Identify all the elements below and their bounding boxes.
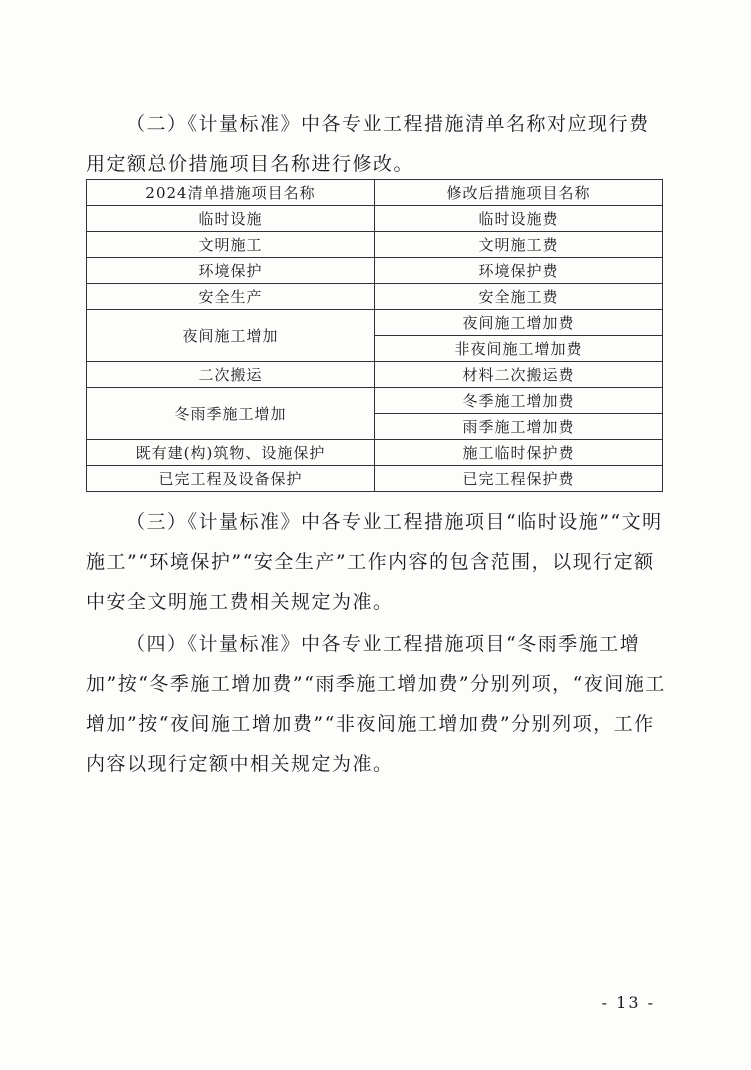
table-cell-revised: 施工临时保护费 xyxy=(375,440,663,466)
table-header-original-name: 2024清单措施项目名称 xyxy=(87,180,375,206)
table-row xyxy=(87,310,663,336)
table-cell-original: 临时设施 xyxy=(87,206,375,232)
page-number: - 13 - xyxy=(601,993,655,1012)
table-cell-revised: 冬季施工增加费 xyxy=(375,388,663,414)
table-cell-revised: 材料二次搬运费 xyxy=(375,362,663,388)
table-cell-original: 环境保护 xyxy=(87,258,375,284)
table-row xyxy=(87,284,663,310)
table-row xyxy=(87,258,663,284)
paragraph-item-2: （二）《计量标准》中各专业工程措施清单名称对应现行费用定额总价措施项目名称进行修改。 xyxy=(86,113,650,175)
table-cell-revised: 安全施工费 xyxy=(375,284,663,310)
table-cell-original: 二次搬运 xyxy=(87,362,375,388)
table-cell-revised: 夜间施工增加费 xyxy=(375,310,663,336)
table-cell-original: 冬雨季施工增加 xyxy=(87,388,375,440)
table-row xyxy=(87,440,663,466)
table-cell-original: 安全生产 xyxy=(87,284,375,310)
table-row xyxy=(87,466,663,492)
table-cell-revised: 临时设施费 xyxy=(375,206,663,232)
table-row xyxy=(87,206,663,232)
table-header-row xyxy=(87,180,663,206)
table-cell-revised: 非夜间施工增加费 xyxy=(375,336,663,362)
table-row xyxy=(87,388,663,414)
table-cell-original: 已完工程及设备保护 xyxy=(87,466,375,492)
paragraph-item-3: （三）《计量标准》中各专业工程措施项目“临时设施”“文明施工”“环境保护”“安全生产”工作内容的包含范围，以现行定额中安全文明施工费相关规定为准。 xyxy=(86,511,663,613)
table-cell-original: 文明施工 xyxy=(87,232,375,258)
measure-name-table xyxy=(86,179,663,492)
table-cell-revised: 环境保护费 xyxy=(375,258,663,284)
table-cell-original: 既有建(构)筑物、设施保护 xyxy=(87,440,375,466)
table-header-revised-name: 修改后措施项目名称 xyxy=(375,180,663,206)
table-cell-revised: 已完工程保护费 xyxy=(375,466,663,492)
table-row xyxy=(87,232,663,258)
table-cell-original: 夜间施工增加 xyxy=(87,310,375,362)
table-row xyxy=(87,362,663,388)
paragraph-item-4: （四）《计量标准》中各专业工程措施项目“冬雨季施工增加”按“冬季施工增加费”“雨季施工增加费”分别列项，“夜间施工增加”按“夜间施工增加费”“非夜间施工增加费”分别列项，工作内容以现行定额中相关规定为准。 xyxy=(86,633,666,775)
table-cell-revised: 文明施工费 xyxy=(375,232,663,258)
table-cell-revised: 雨季施工增加费 xyxy=(375,414,663,440)
